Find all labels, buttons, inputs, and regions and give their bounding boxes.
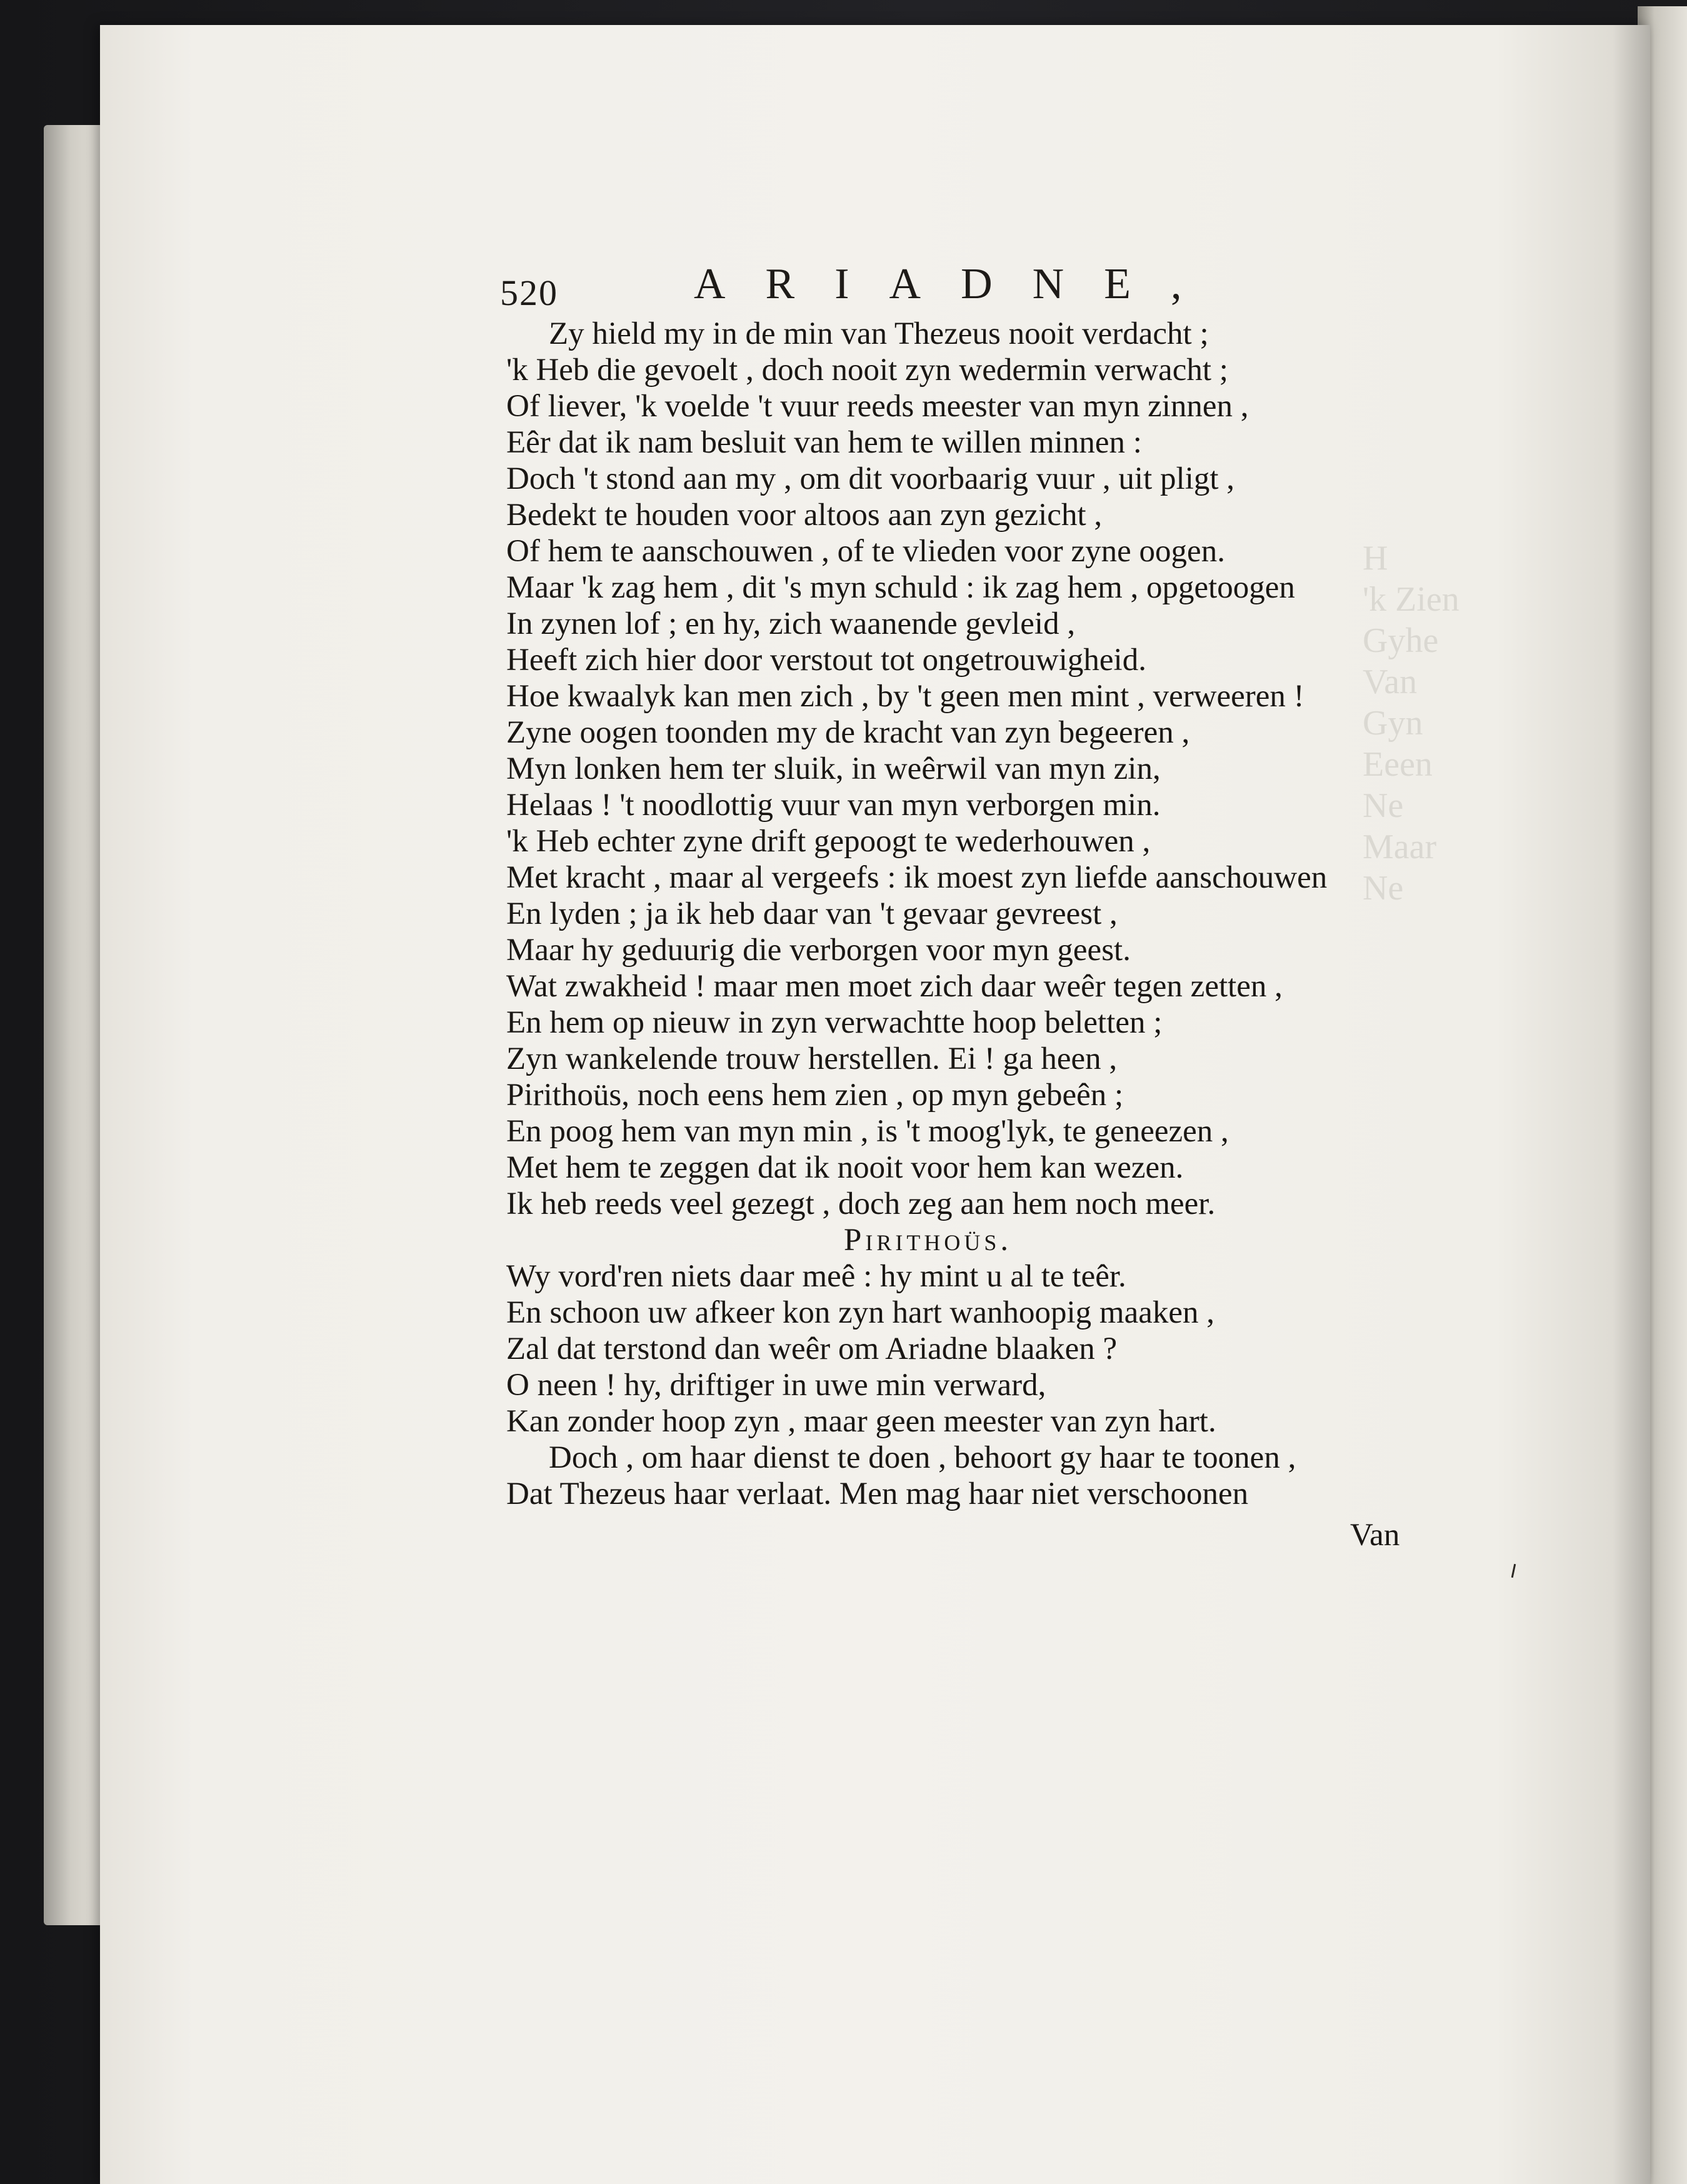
show-through-line: Eeen <box>1363 745 1433 784</box>
verse-line: 'k Heb die gevoelt , doch nooit zyn wedermin verwacht ; <box>506 353 1228 388</box>
verse-text <box>506 316 1444 1553</box>
page-number: 520 <box>500 273 558 313</box>
verse-line: Pirithoüs, noch eens hem zien , op myn gebeên ; <box>506 1078 1124 1113</box>
speaker-name: Pirithoüs. <box>844 1223 1013 1258</box>
verse-line: Ik heb reeds veel gezegt , doch zeg aan hem noch meer. <box>506 1186 1216 1221</box>
page-title: ARIADNE, <box>694 260 1222 308</box>
verse-line: Maar 'k zag hem , dit 's myn schuld : ik zag hem , opgetoogen <box>506 570 1295 605</box>
verse-line: Doch 't stond aan my , om dit voorbaarig vuur , uit pligt , <box>506 461 1235 496</box>
verse-line: Dat Thezeus haar verlaat. Men mag haar niet verschoonen <box>506 1476 1249 1511</box>
verse-line: Of liever, 'k voelde 't vuur reeds meester van myn zinnen , <box>506 389 1249 424</box>
verse-line: O neen ! hy, driftiger in uwe min verward, <box>506 1368 1046 1403</box>
verse-line: Zy hield my in de min van Thezeus nooit verdacht ; <box>549 316 1209 351</box>
verse-line: Zyne oogen toonden my de kracht van zyn begeeren , <box>506 715 1190 750</box>
verse-line: Hoe kwaalyk kan men zich , by 't geen men mint , verweeren ! <box>506 679 1304 714</box>
verse-line: In zynen lof ; en hy, zich waanende gevleid , <box>506 606 1076 641</box>
verse-line: Eêr dat ik nam besluit van hem te willen minnen : <box>506 425 1142 460</box>
show-through-line: Van <box>1363 663 1418 701</box>
verse-line: Zyn wankelende trouw herstellen. Ei ! ga heen , <box>506 1041 1118 1076</box>
verse-line: Met hem te zeggen dat ik nooit voor hem kan wezen. <box>506 1150 1184 1185</box>
show-through-line: Gyn <box>1363 704 1423 743</box>
verse-line: En poog hem van myn min , is 't moog'lyk, te geneezen , <box>506 1114 1229 1149</box>
verse-line: Maar hy geduurig die verborgen voor myn geest. <box>506 933 1131 968</box>
catchword: Van <box>1350 1518 1400 1553</box>
verse-block-speech <box>506 316 1444 1222</box>
verse-block-reply <box>506 1258 1444 1512</box>
verse-line: En hem op nieuw in zyn verwachtte hoop beletten ; <box>506 1005 1163 1040</box>
verse-line: Wat zwakheid ! maar men moet zich daar weêr tegen zetten , <box>506 969 1283 1004</box>
show-through-line: Ne <box>1363 786 1404 825</box>
show-through-line: Maar <box>1363 828 1437 866</box>
verse-line: Zal dat terstond dan weêr om Ariadne blaaken ? <box>506 1331 1118 1366</box>
show-through-line: 'k Zien <box>1363 580 1459 619</box>
verse-line: Met kracht , maar al vergeefs : ik moest zyn liefde aanschouwen <box>506 860 1328 895</box>
show-through-line: Ne <box>1363 869 1404 908</box>
verse-line: En lyden ; ja ik heb daar van 't gevaar gevreest , <box>506 896 1118 931</box>
verse-line: Kan zonder hoop zyn , maar geen meester van zyn hart. <box>506 1404 1216 1439</box>
verse-line: Myn lonken hem ter sluik, in weêrwil van myn zin, <box>506 751 1161 786</box>
gutter-shadow <box>1613 25 1650 2184</box>
verse-line: Doch , om haar dienst te doen , behoort gy haar te toonen , <box>549 1440 1296 1475</box>
show-through-line: H <box>1363 539 1388 578</box>
verse-line: Heeft zich hier door verstout tot ongetrouwigheid. <box>506 643 1146 678</box>
verse-line: Of hem te aanschouwen , of te vlieden voor zyne oogen. <box>506 534 1225 569</box>
verse-line: Bedekt te houden voor altoos aan zyn gezicht , <box>506 498 1103 533</box>
verse-line: Helaas ! 't noodlottig vuur van myn verborgen min. <box>506 788 1161 823</box>
verse-line: Wy vord'ren niets daar meê : hy mint u al te teêr. <box>506 1259 1126 1294</box>
verse-line: En schoon uw afkeer kon zyn hart wanhoopig maaken , <box>506 1295 1214 1330</box>
verse-line: 'k Heb echter zyne drift gepoogt te wederhouwen , <box>506 824 1151 859</box>
show-through-line: Gyhe <box>1363 621 1439 660</box>
running-head <box>400 259 1275 316</box>
